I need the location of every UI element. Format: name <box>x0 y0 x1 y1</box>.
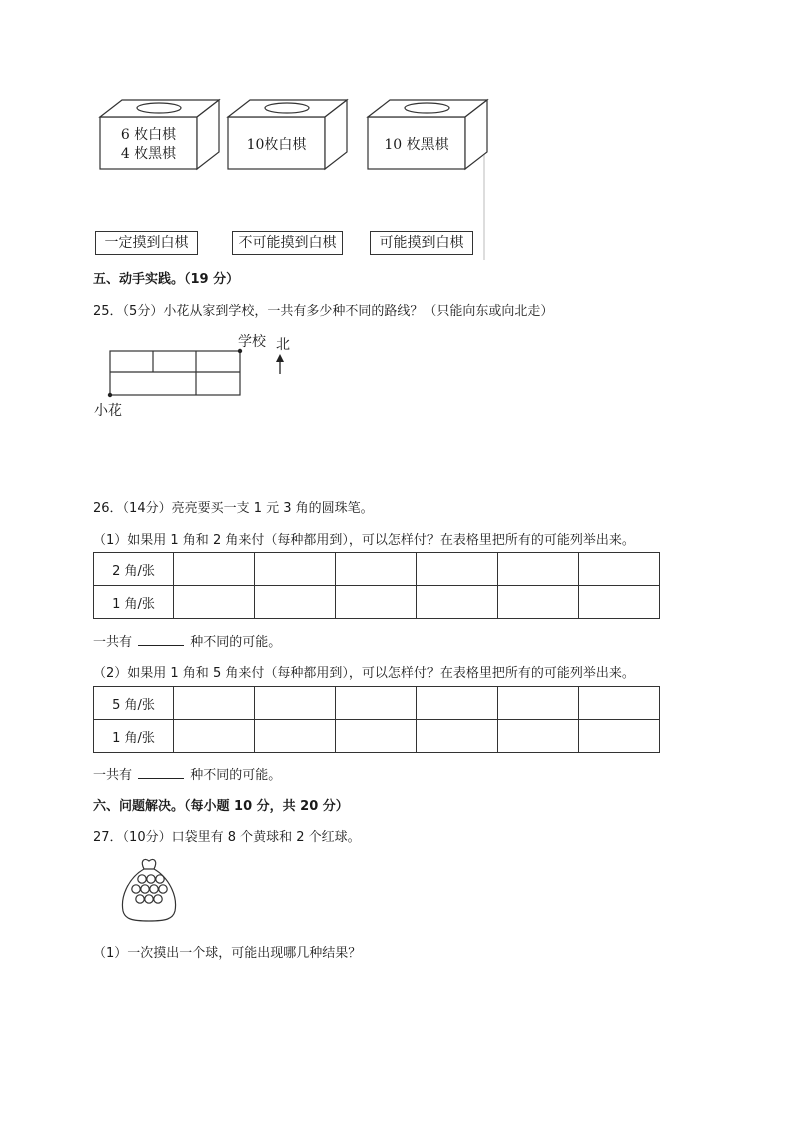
table-cell[interactable] <box>174 687 255 720</box>
total-1-suffix: 种不同的可能。 <box>190 635 282 650</box>
carton-2 <box>228 100 347 169</box>
q26-part1-text: （1）如果用 1 角和 2 角来付（每种都用到），可以怎样付？在表格里把所有的可能列举出来。 <box>93 533 635 548</box>
north-arrow-icon <box>276 354 284 374</box>
table-cell[interactable] <box>174 586 255 619</box>
table-cell[interactable] <box>417 687 498 720</box>
carton-3-label <box>368 136 465 155</box>
q26-text: 26．（14分）亮亮要买一支 1 元 3 角的圆珠笔。 <box>93 501 374 516</box>
total-1-prefix: 一共有 <box>93 635 133 650</box>
school-label: 学校 <box>238 334 266 350</box>
carton-1-line-2: 4 枚黑棋 <box>120 146 177 162</box>
table-cell[interactable] <box>336 586 417 619</box>
table-cell[interactable] <box>255 720 336 753</box>
table-cell[interactable] <box>579 586 660 619</box>
section-5-title: 五、动手实践。（19 分） <box>93 272 240 287</box>
table-cell[interactable] <box>255 553 336 586</box>
q26-table-1 <box>93 552 660 619</box>
q26-total-2 <box>93 764 281 783</box>
table-cell[interactable] <box>336 687 417 720</box>
carton-3-line-1: 10 枚黑棋 <box>384 137 449 153</box>
option-certain-white[interactable]: 一定摸到白棋 <box>95 231 198 255</box>
table-cell[interactable] <box>417 720 498 753</box>
table-row <box>94 586 660 619</box>
section-6-title: 六、问题解决。（每小题 10 分，共 20 分） <box>93 799 349 814</box>
q26-part2-text: （2）如果用 1 角和 5 角来付（每种都用到），可以怎样付？在表格里把所有的可能列举出来。 <box>93 666 635 681</box>
option-impossible-white[interactable]: 不可能摸到白棋 <box>232 231 343 255</box>
total-2-suffix: 种不同的可能。 <box>190 768 282 783</box>
carton-3 <box>368 100 487 169</box>
home-label: 小花 <box>94 403 122 419</box>
total-2-prefix: 一共有 <box>93 768 133 783</box>
table-cell[interactable] <box>579 553 660 586</box>
ball-bag-icon <box>118 855 180 925</box>
table-cell[interactable] <box>174 720 255 753</box>
carton-2-label <box>228 136 325 155</box>
home-point <box>108 393 112 397</box>
table-cell[interactable] <box>255 687 336 720</box>
north-label: 北 <box>276 337 290 353</box>
q26-total-1 <box>93 631 281 650</box>
table-cell[interactable] <box>498 586 579 619</box>
table1-row1-header: 2 角/张 <box>94 553 174 586</box>
table-cell[interactable] <box>417 553 498 586</box>
table-cell[interactable] <box>579 720 660 753</box>
table-cell[interactable] <box>336 553 417 586</box>
table-cell[interactable] <box>336 720 417 753</box>
carton-1-label <box>100 126 197 164</box>
table-cell[interactable] <box>498 553 579 586</box>
table2-row1-header: 5 角/张 <box>94 687 174 720</box>
q27-part1-text: （1）一次摸出一个球，可能出现哪几种结果？ <box>93 946 362 961</box>
table-cell[interactable] <box>498 687 579 720</box>
table-row <box>94 720 660 753</box>
q25-text: 25．（5分）小花从家到学校，一共有多少种不同的路线？（只能向东或向北走） <box>93 304 554 319</box>
total-1-blank[interactable] <box>138 633 184 646</box>
carton-1-line-1: 6 枚白棋 <box>120 127 177 143</box>
table2-row2-header: 1 角/张 <box>94 720 174 753</box>
table-cell[interactable] <box>174 553 255 586</box>
table-row <box>94 687 660 720</box>
table-cell[interactable] <box>579 687 660 720</box>
table-cell[interactable] <box>498 720 579 753</box>
table1-row2-header: 1 角/张 <box>94 586 174 619</box>
q27-text: 27．（10分）口袋里有 8 个黄球和 2 个红球。 <box>93 830 361 845</box>
total-2-blank[interactable] <box>138 766 184 779</box>
q26-table-2 <box>93 686 660 753</box>
option-possible-white[interactable]: 可能摸到白棋 <box>370 231 473 255</box>
table-cell[interactable] <box>417 586 498 619</box>
carton-2-line-1: 10枚白棋 <box>246 137 307 153</box>
table-row <box>94 553 660 586</box>
table-cell[interactable] <box>255 586 336 619</box>
